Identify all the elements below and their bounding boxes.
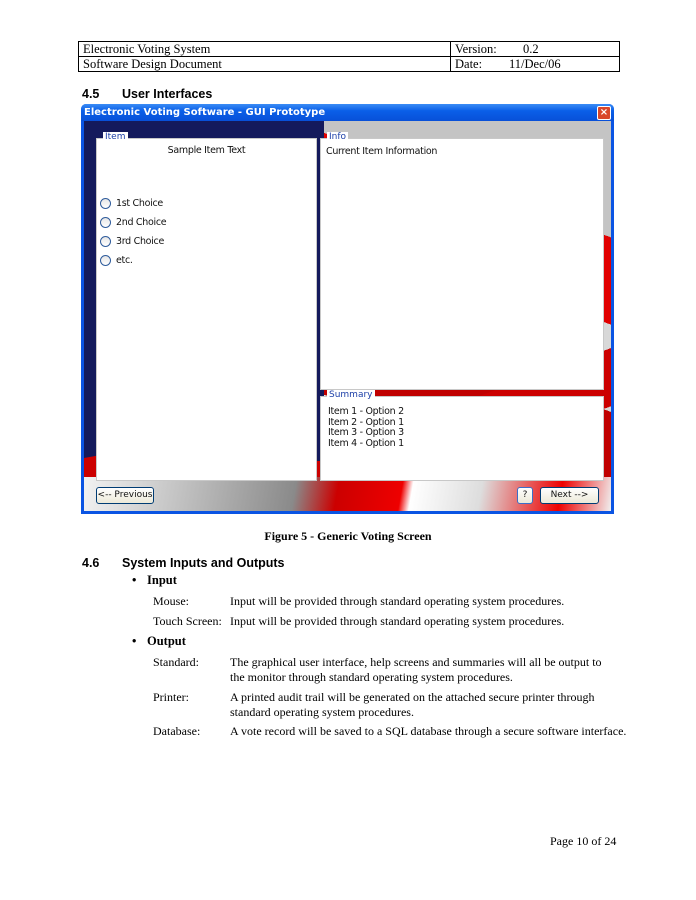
radio-icon[interactable] xyxy=(100,198,111,209)
info-panel xyxy=(320,132,604,390)
doc-subtitle: Software Design Document xyxy=(79,57,451,72)
date-label: Date: xyxy=(455,57,483,71)
radio-icon[interactable] xyxy=(100,236,111,247)
bullet-icon: • xyxy=(132,573,137,587)
previous-button[interactable]: <-- Previous xyxy=(96,487,154,504)
input-label: Input xyxy=(147,573,177,587)
summary-line: Item 1 - Option 2 xyxy=(328,406,404,417)
choice-label: 1st Choice xyxy=(116,198,163,209)
summary-line: Item 2 - Option 1 xyxy=(328,416,404,428)
info-panel-legend: Info xyxy=(329,132,347,142)
choice-2[interactable] xyxy=(100,213,166,232)
version-cell xyxy=(451,42,620,57)
figure-caption: Figure 5 - Generic Voting Screen xyxy=(264,529,432,543)
choice-label: etc. xyxy=(116,255,133,266)
io-term: Printer: xyxy=(153,690,189,704)
summary-panel-legend: Summary xyxy=(329,390,373,400)
choice-label: 2nd Choice xyxy=(116,217,167,228)
doc-title: Electronic Voting System xyxy=(79,42,451,57)
choice-list xyxy=(100,194,166,270)
choice-label: 3rd Choice xyxy=(116,236,165,247)
choice-1[interactable] xyxy=(100,194,166,213)
summary-list xyxy=(328,407,404,449)
version-label: Version: xyxy=(455,42,497,56)
io-term: Database: xyxy=(153,724,201,738)
io-desc: The graphical user interface, help screens and summaries will all be output to the monitor through standard operating system procedures. xyxy=(230,655,602,684)
summary-line: Item 3 - Option 3 xyxy=(328,427,404,438)
item-panel-legend: Item xyxy=(105,132,126,142)
item-text: Sample Item Text xyxy=(167,145,246,156)
io-desc: Input will be provided through standard operating system procedures. xyxy=(230,614,565,628)
bullet-icon: • xyxy=(132,634,137,648)
section-number: 4.5 xyxy=(82,87,100,101)
info-text: Current Item Information xyxy=(326,146,438,157)
section-title: User Interfaces xyxy=(122,87,213,101)
window-client-area xyxy=(84,121,611,511)
io-desc: A vote record will be saved to a SQL database through a secure software interface. xyxy=(230,724,627,738)
output-label: Output xyxy=(147,634,186,648)
output-bullet xyxy=(132,634,186,649)
section-number: 4.6 xyxy=(82,556,100,570)
window-titlebar[interactable] xyxy=(81,104,614,121)
input-bullet xyxy=(132,573,177,588)
section-heading-4-6 xyxy=(82,556,285,570)
section-heading-4-5 xyxy=(82,87,212,101)
help-button[interactable]: ? xyxy=(517,487,533,504)
io-desc: Input will be provided through standard operating system procedures. xyxy=(230,594,565,608)
close-icon[interactable]: × xyxy=(597,106,611,120)
radio-icon[interactable] xyxy=(100,255,111,266)
date-cell xyxy=(451,57,620,72)
io-term: Mouse: xyxy=(153,594,189,608)
choice-etc[interactable] xyxy=(100,251,166,270)
io-term: Standard: xyxy=(153,655,199,669)
document-header-table xyxy=(78,41,620,72)
next-button[interactable]: Next --> xyxy=(540,487,599,504)
version-value: 0.2 xyxy=(523,42,539,56)
section-title: System Inputs and Outputs xyxy=(122,556,285,570)
summary-panel xyxy=(320,390,604,481)
summary-line: Item 4 - Option 1 xyxy=(328,437,404,449)
choice-3[interactable] xyxy=(100,232,166,251)
io-desc: A printed audit trail will be generated on the attached secure printer through standard operating system procedures. xyxy=(230,690,595,719)
window-title: Electronic Voting Software - GUI Prototype xyxy=(84,107,326,118)
radio-icon[interactable] xyxy=(100,217,111,228)
date-value: 11/Dec/06 xyxy=(509,57,561,71)
item-panel xyxy=(96,132,317,481)
io-term: Touch Screen: xyxy=(153,614,222,628)
page-number: Page 10 of 24 xyxy=(550,834,617,848)
voting-gui-window xyxy=(81,104,614,514)
